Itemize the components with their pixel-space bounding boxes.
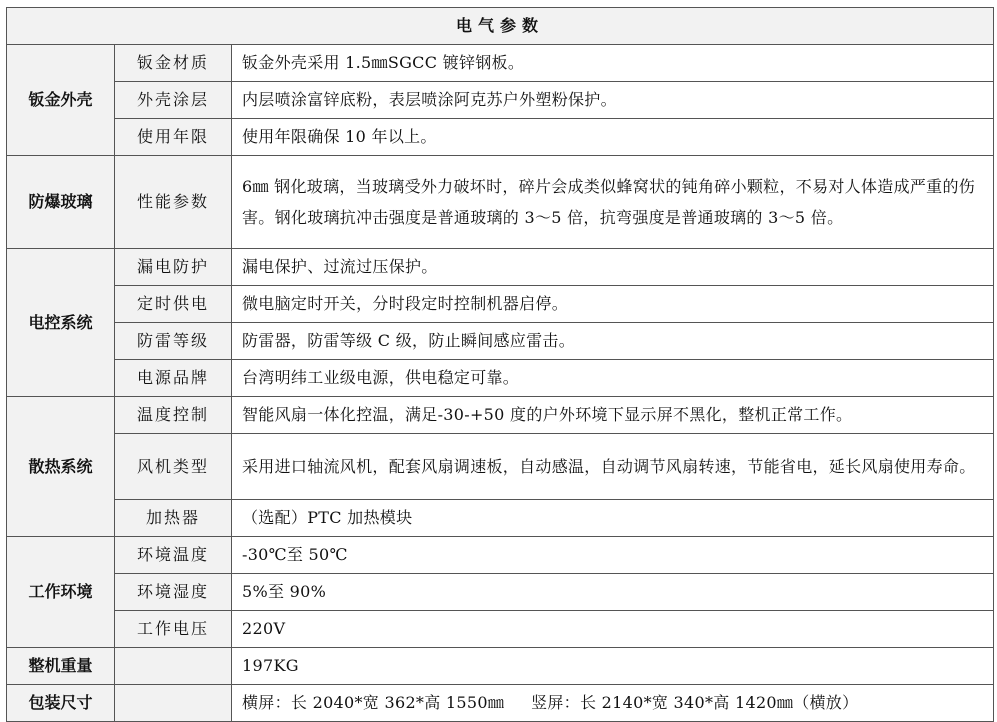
param-value: 漏电保护、过流过压保护。 — [232, 249, 994, 286]
param-name: 外壳涂层 — [115, 82, 232, 119]
table-row — [7, 537, 994, 574]
param-value: 使用年限确保 10 年以上。 — [232, 119, 994, 156]
param-name: 漏电防护 — [115, 249, 232, 286]
param-value: 采用进口轴流风机，配套风扇调速板，自动感温，自动调节风扇转速，节能省电，延长风扇使用寿命。 — [232, 434, 994, 500]
param-name: 防雷等级 — [115, 323, 232, 360]
category-weight: 整机重量 — [7, 648, 115, 685]
param-value: 5%至 90% — [232, 574, 994, 611]
table-row — [7, 685, 994, 722]
param-name: 环境湿度 — [115, 574, 232, 611]
table-row — [7, 45, 994, 82]
table-row — [7, 323, 994, 360]
param-value: 220V — [232, 611, 994, 648]
table-row — [7, 286, 994, 323]
param-value: 钣金外壳采用 1.5㎜SGCC 镀锌钢板。 — [232, 45, 994, 82]
param-name: 钣金材质 — [115, 45, 232, 82]
param-value: 内层喷涂富锌底粉，表层喷涂阿克苏户外塑粉保护。 — [232, 82, 994, 119]
table-title: 电气参数 — [7, 8, 994, 45]
param-name: 温度控制 — [115, 397, 232, 434]
param-value: 台湾明纬工业级电源，供电稳定可靠。 — [232, 360, 994, 397]
table-row — [7, 82, 994, 119]
table-row — [7, 648, 994, 685]
param-name: 加热器 — [115, 500, 232, 537]
param-value: 防雷器，防雷等级 C 级，防止瞬间感应雷击。 — [232, 323, 994, 360]
category-package-size: 包装尺寸 — [7, 685, 115, 722]
param-name: 电源品牌 — [115, 360, 232, 397]
param-name: 风机类型 — [115, 434, 232, 500]
param-value: 197KG — [232, 648, 994, 685]
table-row — [7, 119, 994, 156]
param-value: （选配）PTC 加热模块 — [232, 500, 994, 537]
category-glass: 防爆玻璃 — [7, 156, 115, 249]
table-row — [7, 611, 994, 648]
table-row — [7, 156, 994, 249]
param-value: 6㎜ 钢化玻璃，当玻璃受外力破坏时，碎片会成类似蜂窝状的钝角碎小颗粒，不易对人体造成严重的伤害。钢化玻璃抗冲击强度是普通玻璃的 3～5 倍，抗弯强度是普通玻璃的 3～5 倍。 — [232, 156, 994, 249]
category-electric-control: 电控系统 — [7, 249, 115, 397]
param-name: 使用年限 — [115, 119, 232, 156]
param-name: 性能参数 — [115, 156, 232, 249]
param-name: 环境温度 — [115, 537, 232, 574]
category-cooling: 散热系统 — [7, 397, 115, 537]
category-environment: 工作环境 — [7, 537, 115, 648]
param-value: 微电脑定时开关，分时段定时控制机器启停。 — [232, 286, 994, 323]
table-row — [7, 574, 994, 611]
table-row — [7, 249, 994, 286]
param-name: 工作电压 — [115, 611, 232, 648]
param-name: 定时供电 — [115, 286, 232, 323]
category-sheet-metal: 钣金外壳 — [7, 45, 115, 156]
header-row — [7, 8, 994, 45]
table-row — [7, 360, 994, 397]
electrical-parameters-table — [6, 7, 994, 722]
table-row — [7, 500, 994, 537]
param-value: -30℃至 50℃ — [232, 537, 994, 574]
table-row — [7, 434, 994, 500]
empty-cell — [115, 685, 232, 722]
table-row — [7, 397, 994, 434]
param-value: 横屏：长 2040*宽 362*高 1550㎜ 竖屏：长 2140*宽 340*高 1420㎜（横放） — [232, 685, 994, 722]
empty-cell — [115, 648, 232, 685]
param-value: 智能风扇一体化控温，满足-30-+50 度的户外环境下显示屏不黑化，整机正常工作。 — [232, 397, 994, 434]
